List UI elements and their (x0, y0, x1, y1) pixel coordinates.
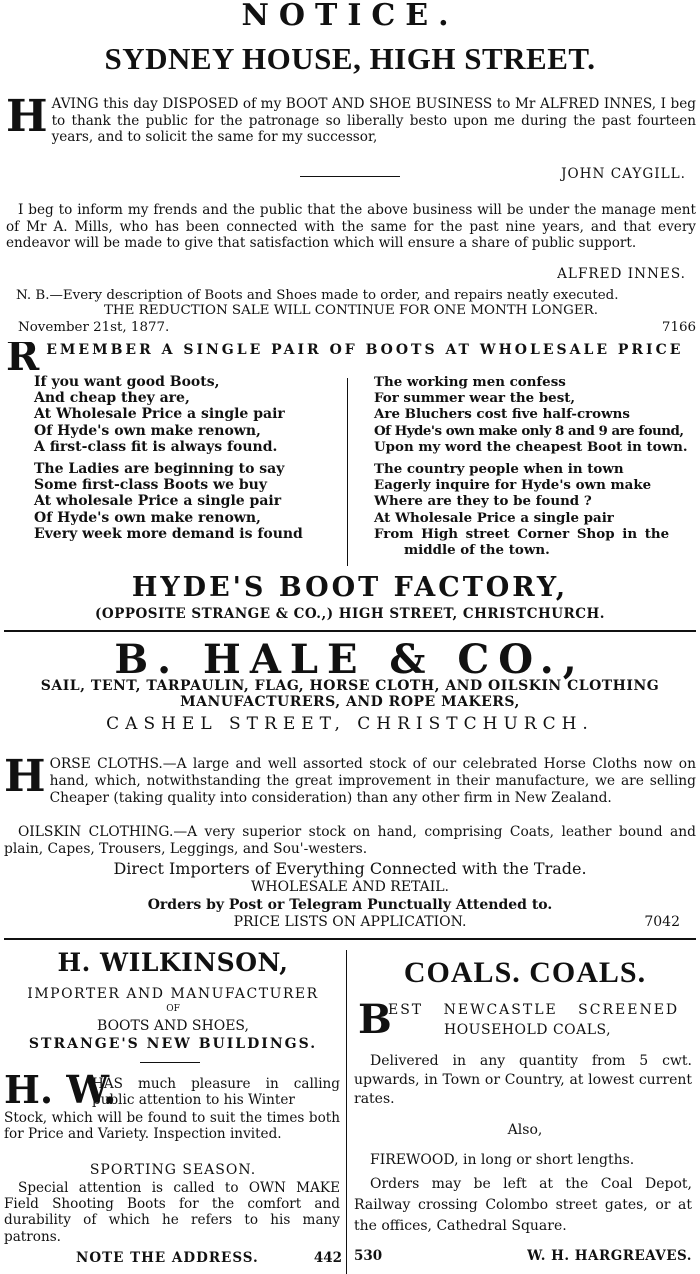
factory-name: HYDE'S BOOT FACTORY, (131, 572, 569, 603)
factory-address: (OPPOSITE STRANGE & CO.,) HIGH STREET, CHRISTCHURCH. (95, 606, 605, 622)
orders-text: Orders may be left at the Coal Depot, Railway crossing Colombo street gates, or at the offices, Cathedral Square. (354, 1176, 692, 1234)
verse-line: For summer wear the best, (374, 390, 576, 407)
boots-shoes-line: BOOTS AND SHOES, (97, 1018, 249, 1034)
household-line: HOUSEHOLD COALS, (444, 1022, 612, 1038)
verse-line: At Wholesale Price a single pair (374, 509, 614, 526)
signature-caygill: JOHN CAYGILL. (561, 166, 686, 182)
special-attention-text: Special attention is called to OWN MAKE Field Shooting Boots for the comfort and durability of which he refers to his many patrons. (4, 1180, 340, 1245)
coals-title: COALS. COALS. (403, 956, 647, 989)
verse-line: If you want good Boots, (34, 374, 220, 390)
coals-ad (350, 936, 700, 1274)
delivered-text: Delivered in any quantity from 5 cwt. upwards, in Town or Country, at lowest current rates. (354, 1053, 692, 1107)
verse-line: Are Bluchers cost five half-crowns (374, 406, 630, 423)
hw-initials: H. W. (4, 1067, 117, 1112)
wilkinson-name: H. WILKINSON, (57, 948, 289, 977)
verse-line: The Ladies are beginning to say (34, 461, 285, 478)
verse-line: Some first-class Boots we buy (34, 477, 267, 494)
headline-text: EMEMBER A SINGLE PAIR OF BOOTS AT WHOLESALE PRICE (46, 342, 684, 358)
price-lists-line: PRICE LISTS ON APPLICATION. (233, 914, 467, 930)
divider (300, 176, 400, 177)
firewood-line: FIREWOOD, in long or short lengths. (370, 1152, 635, 1168)
verse-line: At wholesale Price a single pair (34, 493, 282, 510)
dropcap-letter: R (6, 342, 43, 380)
remember-headline (6, 342, 684, 380)
verse-line: And cheap they are, (34, 390, 190, 407)
hw-text-bottom: Stock, which will be found to suit the times both for Price and Variety. Inspection invited. (4, 1110, 340, 1143)
hw-text-top: HAS much pleasure in calling public attention to his Winter (92, 1076, 340, 1109)
verse-line: middle of the town. (404, 542, 550, 559)
verse-line: Where are they to be found ? (374, 493, 592, 510)
ad-number: 530 (354, 1248, 383, 1264)
verse-line: From High street Corner Shop in the (374, 525, 670, 542)
sydney-house-notice (0, 0, 700, 342)
oilskin-paragraph: OILSKIN CLOTHING.—A very superior stock on hand, comprising Coats, leather bound and plain, Capes, Trousers, Leggings, and Sou'-westers. (4, 824, 696, 857)
note-address: NOTE THE ADDRESS. (76, 1250, 259, 1266)
hale-manufacturers: MANUFACTURERS, AND ROPE MAKERS, (180, 694, 520, 710)
newcastle-line: EST NEWCASTLE SCREENED (388, 1002, 680, 1018)
hargreaves-signature: W. H. HARGREAVES. (527, 1248, 692, 1264)
hale-title: B. HALE & CO., (114, 636, 586, 683)
verse-line: Of Hyde's own make renown, (34, 422, 261, 439)
verse-line: The country people when in town (374, 461, 624, 478)
divider (140, 1062, 200, 1063)
ad-number: 7166 (661, 320, 696, 335)
disposal-paragraph (6, 91, 696, 146)
verse-left (34, 374, 340, 542)
disposal-text: AVING this day DISPOSED of my BOOT AND SHOE BUSINESS to Mr ALFRED INNES, I beg to thank the public for the patronage so liberally besto upon me during the past fourteen years, and to solicit the same for my successor, (51, 96, 696, 145)
stanza (34, 461, 340, 542)
column-divider (346, 950, 347, 1274)
ad-number: 442 (313, 1250, 342, 1266)
hale-trades: SAIL, TENT, TARPAULIN, FLAG, HORSE CLOTH, AND OILSKIN CLOTHING (40, 678, 660, 694)
reduction-sale: THE REDUCTION SALE WILL CONTINUE FOR ONE MONTH LONGER. (104, 303, 598, 318)
hale-street: CASHEL STREET, CHRISTCHURCH. (106, 714, 594, 734)
verse-line: Eagerly inquire for Hyde's own make (374, 477, 652, 494)
notice-heading: NOTICE. (241, 0, 459, 33)
sporting-season: SPORTING SEASON. (89, 1162, 257, 1178)
verse-line: Of Hyde's own make renown, (34, 509, 261, 526)
verse-line: Of Hyde's own make only 8 and 9 are found, (374, 422, 684, 439)
dropcap-letter: B (358, 996, 392, 1043)
dropcap-letter: H (6, 91, 48, 142)
orders-line: Orders by Post or Telegram Punctually Attended to. (147, 897, 553, 913)
verse-right (374, 374, 696, 558)
verse-line: Upon my word the cheapest Boot in town. (374, 438, 688, 455)
verse-line: The working men confess (374, 374, 566, 390)
stanza (374, 374, 696, 455)
sydney-house-title: SYDNEY HOUSE, HIGH STREET. (104, 41, 596, 76)
horse-cloths-paragraph (4, 751, 696, 807)
verse-line: At Wholesale Price a single pair (34, 406, 285, 423)
nb-note: N. B.—Every description of Boots and Shoes made to order, and repairs neatly executed. (16, 288, 619, 303)
also-line: Also, (507, 1122, 543, 1138)
importer-line: IMPORTER AND MANUFACTURER (27, 986, 319, 1002)
ad-number: 7042 (644, 914, 680, 930)
notice-date: November 21st, 1877. (18, 320, 170, 335)
hale-and-co-ad (0, 630, 700, 936)
buildings-line: STRANGE'S NEW BUILDINGS. (28, 1036, 318, 1052)
verse-line: A first-class fit is always found. (34, 438, 278, 455)
horse-cloths-text: ORSE CLOTHS.—A large and well assorted stock of our celebrated Horse Cloths now on hand, which, notwithstanding the great improvement in their manufacture, we are selling Cheaper (taking quality into consideration) than any other firm in New Zealand. (49, 756, 696, 806)
importers-line: Direct Importers of Everything Connected with the Trade. (113, 859, 587, 878)
dropcap-letter: H (4, 751, 46, 802)
verse-line: Every week more demand is found (34, 525, 303, 542)
signature-innes: ALFRED INNES. (557, 266, 686, 282)
management-paragraph: I beg to inform my frends and the public that the above business will be under the manage ment of Mr A. Mills, who has been connected with the same for the past nine years, and that every endeavor will be made to give that satisfaction which will ensure a share of public support. (6, 202, 696, 251)
hydes-boot-factory-ad (0, 342, 700, 628)
of-line: OF (166, 1004, 180, 1014)
stanza (34, 374, 340, 455)
column-divider (347, 378, 348, 566)
wholesale-line: WHOLESALE AND RETAIL. (250, 879, 450, 895)
stanza (374, 461, 696, 558)
wilkinson-ad (0, 936, 346, 1274)
